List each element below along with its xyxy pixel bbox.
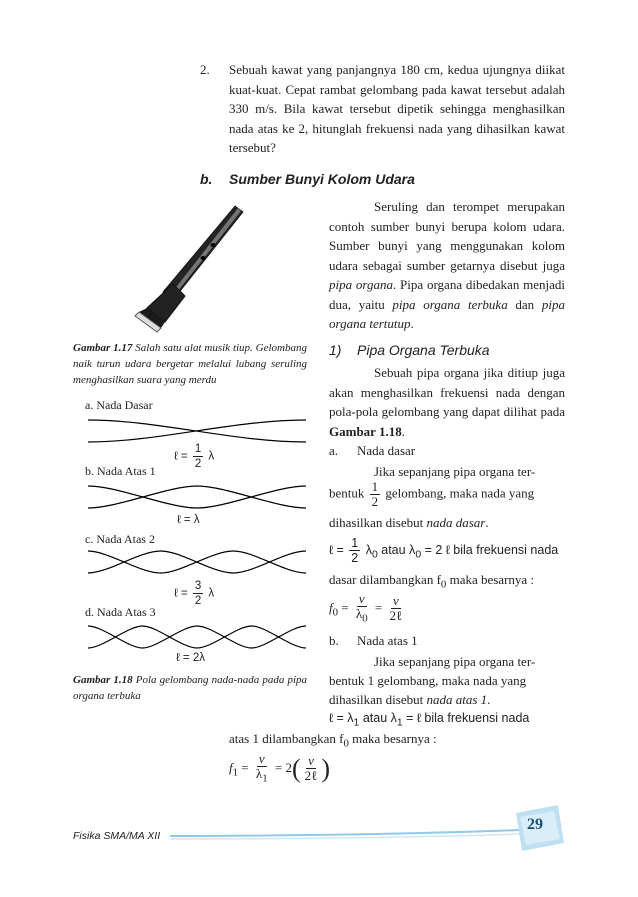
wave-eq-b: ℓ = λ: [177, 514, 200, 526]
figure-118-caption: Gambar 1.18 Pola gelombang nada-nada pada pipa organa terbuka: [73, 674, 307, 702]
page-number: 29: [527, 816, 543, 833]
wave-eq-a: ℓ = $\frac{1}{2}$ λ: [174, 443, 215, 470]
item-a-equation: ℓ = $\frac{1}{2}$ $\lambda_0$ atau $\lambda_0 = 2$ ℓ bila frekuensi nada: [329, 536, 559, 565]
wave-label-a: a. Nada Dasar: [85, 398, 153, 412]
item-a-line4: dasar dilambangkan $f_0$ maka besarnya :: [329, 572, 535, 591]
item-b-line4: atas 1 dilambangkan $f_0$ maka besarnya :: [229, 731, 437, 750]
flute-illustration: [125, 200, 315, 335]
wave-pattern-a: [88, 418, 306, 444]
problem-text: Sebuah kawat yang panjangnya 180 cm, kedua ujungnya diikat kuat-kuat. Cepat rambat gelombang pada kawat tersebut adalah 330 m/s. Bila kawat tersebut dipetik sehingga menghasilkan nada atas ke 2, hitunglah frekuensi nada yang dihasilkan kawat tersebut?: [229, 62, 565, 155]
wave-label-b: b. Nada Atas 1: [85, 464, 156, 478]
wave-label-c: c. Nada Atas 2: [85, 532, 155, 546]
item-a-label: a.: [329, 443, 339, 458]
item-b-equation: ℓ = $\lambda_1$ atau $\lambda_1$ = ℓ bila frekuensi nada: [329, 711, 530, 729]
wave-pattern-d: [88, 624, 306, 650]
wave-eq-d: ℓ = 2λ: [176, 652, 205, 664]
section-title: Sumber Bunyi Kolom Udara: [229, 171, 415, 187]
item-b-label: b.: [329, 633, 339, 648]
footer-book-title: Fisika SMA/MA XII: [73, 830, 161, 842]
flute-hole-icon: [211, 243, 216, 247]
item-a-line3: dihasilkan disebut nada dasar.: [329, 515, 489, 530]
item-a-formula: $f_0$ = $\frac{v}{\lambda_0}$ = $\frac{v}{\text{2ℓ}}$: [329, 591, 403, 625]
intro-paragraph: Seruling dan terompet merupakan contoh sumber bunyi berupa kolom udara. Sumber bunyi yang menggunakan kolom udara sebagai sumber getarnya disebut juga pipa organa. Pipa organa dibedakan menjadi dua, yaitu pipa organa terbuka dan pipa organa tertutup.: [329, 199, 565, 331]
subsection-title: Pipa Organa Terbuka: [357, 342, 490, 358]
item-b-line2: bentuk 1 gelombang, maka nada yang: [329, 673, 527, 688]
item-b-title: Nada atas 1: [357, 633, 418, 648]
item-a-line1: Jika sepanjang pipa organa ter-: [374, 464, 536, 479]
problem-number: 2.: [200, 62, 210, 77]
wave-label-d: d. Nada Atas 3: [85, 605, 156, 619]
wave-pattern-b: [88, 484, 306, 510]
item-b-line1: Jika sepanjang pipa organa ter-: [374, 654, 536, 669]
subsection-number: 1): [329, 342, 342, 358]
item-b-line3: dihasilkan disebut nada atas 1.: [329, 692, 491, 707]
section-letter: b.: [200, 171, 213, 187]
item-b-formula: $f_1$ = $\frac{v}{\lambda_1}$ = 2( $\frac{v}{\text{2ℓ}}$ ): [229, 751, 331, 785]
open-pipe-paragraph: Sebuah pipa organa jika ditiup juga akan menghasilkan frekuensi nada dengan pola-pola gelombang yang dapat dilihat pada Gambar 1.18.: [329, 365, 565, 439]
wave-pattern-c: [88, 549, 306, 575]
wave-eq-c: ℓ = $\frac{3}{2}$ λ: [174, 580, 215, 607]
figure-117-caption: Gambar 1.17 Salah satu alat musik tiup. Gelombang naik turun udara bergetar melalui lubang seruling menghasilkan suara yang merdu: [73, 342, 307, 386]
item-a-title: Nada dasar: [357, 443, 416, 458]
item-a-line2: bentuk $\frac{1}{2}$ gelombang, maka nada yang: [329, 479, 535, 509]
